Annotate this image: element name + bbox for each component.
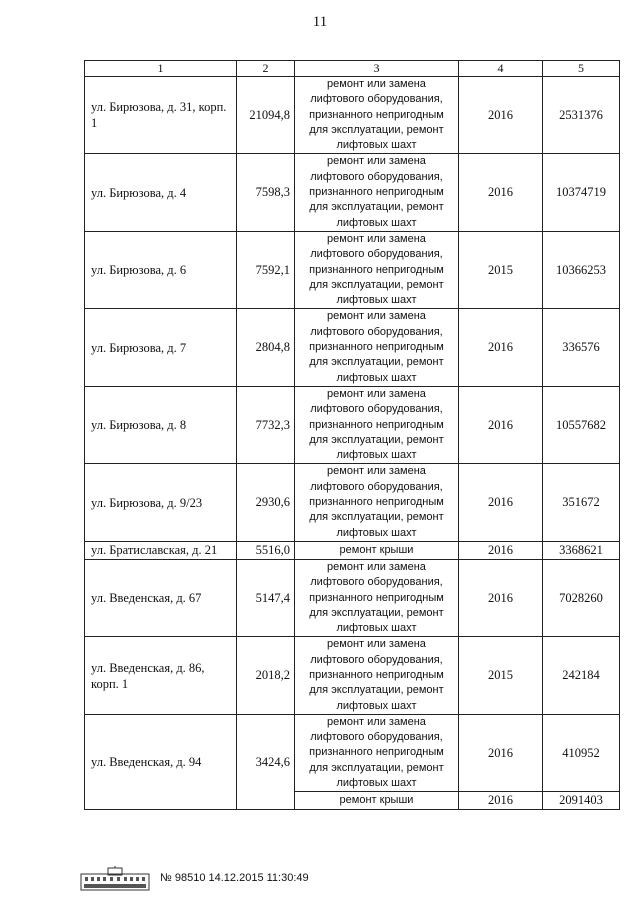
work-description-line: лифтового оборудования, [310, 403, 443, 416]
table-row [85, 714, 620, 791]
area-cell: 21094,8 [237, 77, 295, 154]
address-cell: ул. Бирюзова, д. 9/23 [85, 464, 237, 541]
table-row [85, 231, 620, 308]
building-stamp-icon [80, 866, 150, 892]
work-type-cell [295, 464, 459, 541]
work-description-line: признанного непригодным [309, 746, 444, 759]
work-description-line: для эксплуатации, ремонт [309, 356, 444, 369]
column-header: 3 [295, 61, 459, 77]
year-cell: 2016 [459, 386, 543, 463]
table-row [85, 77, 620, 154]
number-sign: № [160, 872, 172, 884]
page-number: 11 [312, 14, 328, 30]
address-cell: ул. Бирюзова, д. 7 [85, 309, 237, 386]
work-description-line: лифтового оборудования, [310, 93, 443, 106]
work-description-line: ремонт или замена [327, 232, 426, 245]
cost-cell: 2531376 [543, 77, 620, 154]
work-description-line: признанного непригодным [309, 668, 444, 681]
registration-number-datetime: 98510 14.12.2015 11:30:49 [174, 872, 309, 884]
work-description-line: лифтового оборудования, [310, 325, 443, 338]
work-description-line: для эксплуатации, ремонт [309, 433, 444, 446]
table-row [85, 309, 620, 386]
repair-schedule-table [84, 60, 620, 810]
table-row [85, 464, 620, 541]
work-description-line: ремонт или замена [327, 310, 426, 323]
cost-cell: 2091403 [543, 792, 620, 810]
work-description-line: признанного непригодным [309, 186, 444, 199]
address-cell: ул. Введенская, д. 67 [85, 559, 237, 636]
work-description-line: лифтового оборудования, [310, 480, 443, 493]
table-row [85, 637, 620, 714]
column-header: 4 [459, 61, 543, 77]
work-type-cell [295, 77, 459, 154]
work-description-line: признанного непригодным [309, 418, 444, 431]
cost-cell: 351672 [543, 464, 620, 541]
cost-cell: 336576 [543, 309, 620, 386]
work-description-line: лифтового оборудования, [310, 653, 443, 666]
work-description-line: ремонт крыши [339, 794, 414, 807]
cost-cell: 242184 [543, 637, 620, 714]
work-type-cell [295, 154, 459, 231]
address-cell: ул. Бирюзова, д. 31, корп. 1 [85, 77, 237, 154]
area-cell: 7732,3 [237, 386, 295, 463]
work-type-cell [295, 386, 459, 463]
work-description-line: лифтовых шахт [336, 699, 417, 712]
year-cell: 2016 [459, 541, 543, 559]
work-description-line: ремонт или замена [327, 387, 426, 400]
work-description-line: признанного непригодным [309, 341, 444, 354]
area-cell: 7592,1 [237, 231, 295, 308]
work-description-line: для эксплуатации, ремонт [309, 201, 444, 214]
document-footer [80, 866, 560, 892]
year-cell: 2016 [459, 464, 543, 541]
area-cell: 5147,4 [237, 559, 295, 636]
column-number-row [85, 61, 620, 77]
work-description-line: ремонт или замена [327, 465, 426, 478]
work-description-line: ремонт крыши [339, 543, 414, 556]
work-description-line: ремонт или замена [327, 638, 426, 651]
work-description-line: лифтовых шахт [336, 216, 417, 229]
cost-cell: 10557682 [543, 386, 620, 463]
work-type-cell [295, 637, 459, 714]
year-cell: 2015 [459, 637, 543, 714]
work-type-cell [295, 792, 459, 810]
work-description-line: лифтовых шахт [336, 294, 417, 307]
work-type-cell [295, 559, 459, 636]
work-description-line: лифтовых шахт [336, 449, 417, 462]
address-cell: ул. Введенская, д. 86, корп. 1 [85, 637, 237, 714]
cost-cell: 7028260 [543, 559, 620, 636]
address-cell: ул. Бирюзова, д. 4 [85, 154, 237, 231]
work-description-line: для эксплуатации, ремонт [309, 123, 444, 136]
work-description-line: признанного непригодным [309, 108, 444, 121]
year-cell: 2015 [459, 231, 543, 308]
work-description-line: лифтового оборудования, [310, 731, 443, 744]
table-row [85, 154, 620, 231]
work-description-line: лифтовых шахт [336, 526, 417, 539]
cost-cell: 3368621 [543, 541, 620, 559]
column-header: 1 [85, 61, 237, 77]
work-description-line: лифтового оборудования, [310, 576, 443, 589]
area-cell: 3424,6 [237, 714, 295, 809]
work-description-line: ремонт или замена [327, 78, 426, 90]
work-description-line: для эксплуатации, ремонт [309, 511, 444, 524]
work-description-line: признанного непригодным [309, 263, 444, 276]
year-cell: 2016 [459, 714, 543, 791]
work-type-cell [295, 541, 459, 559]
cost-cell: 410952 [543, 714, 620, 791]
address-cell: ул. Бирюзова, д. 8 [85, 386, 237, 463]
work-description-line: для эксплуатации, ремонт [309, 761, 444, 774]
table-row [85, 386, 620, 463]
table-row [85, 559, 620, 636]
work-description-line: лифтовых шахт [336, 622, 417, 635]
column-header: 5 [543, 61, 620, 77]
work-type-cell [295, 714, 459, 791]
table-row [85, 541, 620, 559]
year-cell: 2016 [459, 154, 543, 231]
work-description-line: признанного непригодным [309, 591, 444, 604]
registration-stamp-text [160, 872, 309, 884]
address-cell: ул. Введенская, д. 94 [85, 714, 237, 809]
year-cell: 2016 [459, 792, 543, 810]
cost-cell: 10374719 [543, 154, 620, 231]
work-description-line: ремонт или замена [327, 715, 426, 728]
work-description-line: для эксплуатации, ремонт [309, 606, 444, 619]
area-cell: 2930,6 [237, 464, 295, 541]
year-cell: 2016 [459, 77, 543, 154]
address-cell: ул. Бирюзова, д. 6 [85, 231, 237, 308]
column-header: 2 [237, 61, 295, 77]
work-type-cell [295, 231, 459, 308]
year-cell: 2016 [459, 559, 543, 636]
work-description-line: лифтовых шахт [336, 139, 417, 152]
area-cell: 2018,2 [237, 637, 295, 714]
work-description-line: ремонт или замена [327, 155, 426, 168]
work-description-line: ремонт или замена [327, 560, 426, 573]
work-description-line: для эксплуатации, ремонт [309, 684, 444, 697]
cost-cell: 10366253 [543, 231, 620, 308]
year-cell: 2016 [459, 309, 543, 386]
work-description-line: лифтовых шахт [336, 371, 417, 384]
area-cell: 7598,3 [237, 154, 295, 231]
area-cell: 5516,0 [237, 541, 295, 559]
work-description-line: для эксплуатации, ремонт [309, 278, 444, 291]
area-cell: 2804,8 [237, 309, 295, 386]
work-description-line: признанного непригодным [309, 496, 444, 509]
work-description-line: лифтовых шахт [336, 777, 417, 790]
address-cell: ул. Братиславская, д. 21 [85, 541, 237, 559]
work-description-line: лифтового оборудования, [310, 170, 443, 183]
work-description-line: лифтового оборудования, [310, 248, 443, 261]
work-type-cell [295, 309, 459, 386]
